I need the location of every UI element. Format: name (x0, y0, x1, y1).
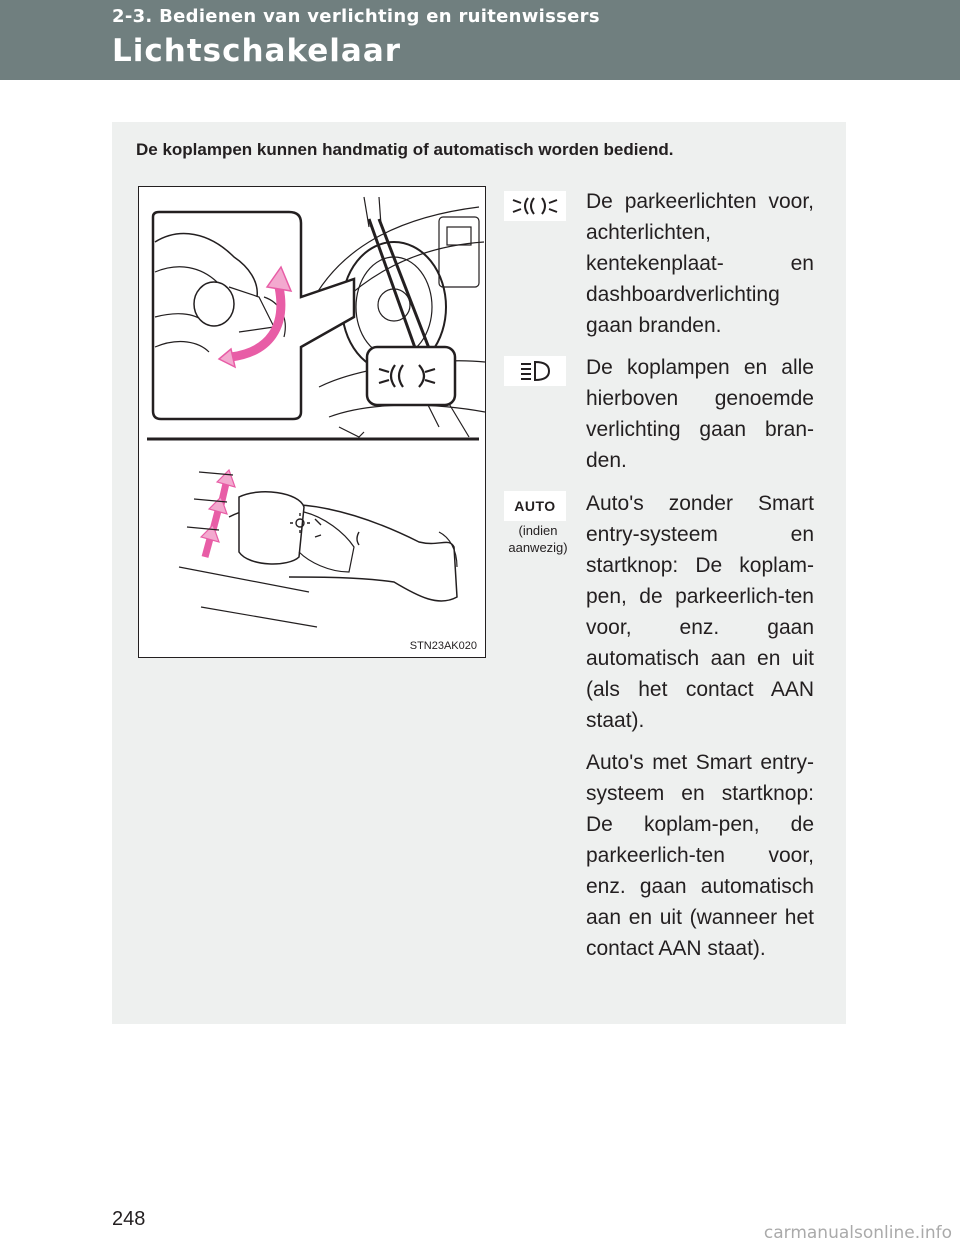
page-number: 248 (112, 1208, 146, 1230)
parking-lights-icon (512, 194, 558, 218)
light-switch-illustration (138, 186, 486, 658)
headlight-icon-box (504, 356, 566, 386)
auto-icon-box (504, 491, 566, 521)
parking-lights-description: De parkeerlichten voor, achterlichten, kentekenplaat- en dashboardverlichting gaan branden. (586, 190, 814, 337)
auto-description-without-smart-entry: Auto's zonder Smart entry-systeem en startknop: De koplam-pen, de parkeerlich-ten voor, enz. gaan automatisch aan en uit (als het contact AAN staat). (586, 492, 814, 732)
intro-text: De koplampen kunnen handmatig of automatisch worden bediend. (136, 140, 674, 159)
parking-lights-icon-box (504, 191, 566, 221)
headlight-icon (519, 359, 551, 383)
headlight-description: De koplampen en alle hierboven genoemde verlichting gaan bran-den. (586, 356, 814, 472)
section-title: 2-3. Bedienen van verlichting en ruitenwissers (112, 6, 600, 27)
auto-icon: AUTO (514, 498, 556, 514)
illustration-drawing (139, 187, 486, 658)
page-title: Lichtschakelaar (112, 33, 402, 69)
optional-note: (indien aanwezig) (508, 523, 568, 555)
chapter-header (0, 0, 960, 80)
watermark: carmanualsonline.info (763, 1223, 952, 1243)
figure-code: STN23AK020 (409, 640, 477, 652)
auto-description-with-smart-entry: Auto's met Smart entry-systeem en startknop: De koplam-pen, de parkeerlich-ten voor, enz. gaan automatisch aan en uit (wanneer het contact AAN staat). (586, 751, 814, 960)
